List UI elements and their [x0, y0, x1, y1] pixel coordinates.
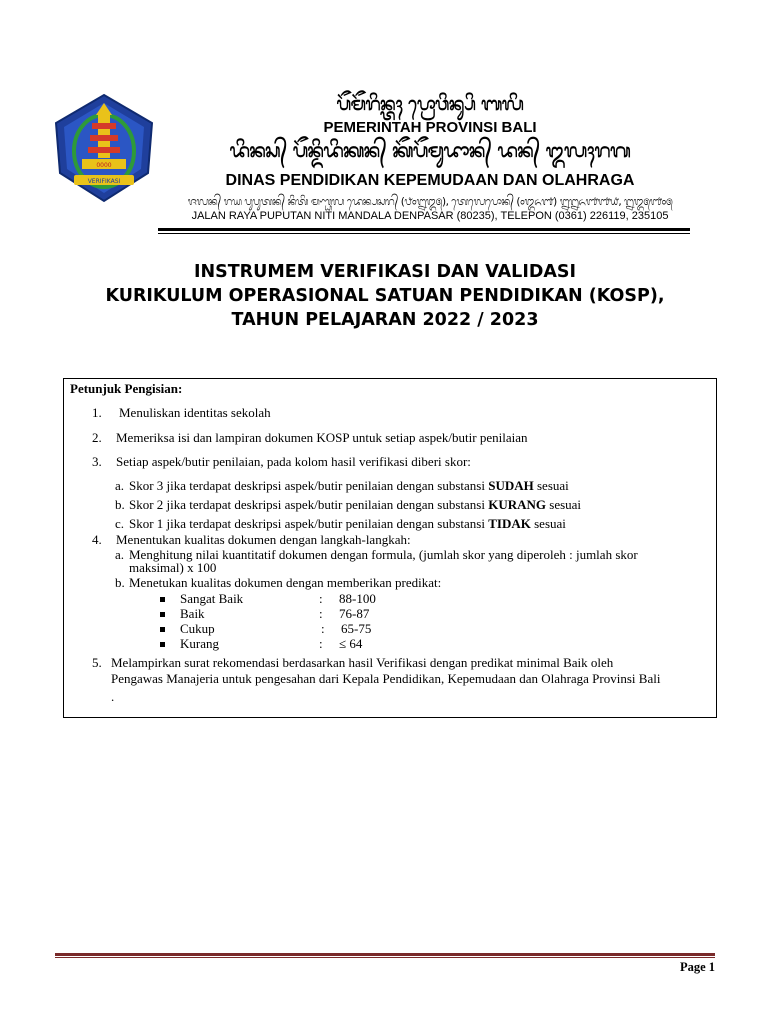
document-title-line-1: INSTRUMEM VERIFIKASI DAN VALIDASI — [193, 262, 577, 282]
predicate-separator: : — [319, 606, 323, 621]
svg-text:0000: 0000 — [96, 162, 112, 169]
government-name: PEMERINTAH PROVINSI BALI — [323, 119, 537, 136]
instruction-item-4a-line-2: maksimal) x 100 — [129, 560, 217, 575]
predicate-range: 76-87 — [339, 606, 370, 621]
instruction-item-5-line-2: Pengawas Manajeria untuk pengesahan dari Kepala Pendidikan, Kepemudaan dan Olahraga Provinsi Bali — [111, 671, 661, 686]
sub-item-label: a. — [115, 478, 125, 493]
bullet-icon — [160, 597, 165, 602]
predicate-separator: : — [319, 636, 323, 651]
item-number: 3. — [92, 454, 102, 469]
instruction-item-4a-line-1: Menghitung nilai kuantitatif dokumen dengan formula, (jumlah skor yang diperoleh : jumlah skor — [129, 547, 638, 562]
agency-name: DINAS PENDIDIKAN KEPEMUDAAN DAN OLAHRAGA — [225, 172, 635, 189]
item-number: 5. — [92, 655, 102, 670]
predicate-range: ≤ 64 — [339, 636, 363, 651]
document-title-line-3: TAHUN PELAJARAN 2022 / 2023 — [231, 310, 539, 330]
header-script-line-1: ᬧᭂᬫᭂᬭᬶᬦ᭄ᬢᬄ ᬧ᭄ᬭᭀᬯᬶᬦ᭄ᬲᬶ ᬩᬮᬶ — [336, 94, 524, 115]
bullet-icon — [160, 627, 165, 632]
predicate-name: Cukup — [180, 621, 215, 636]
item-number: 2. — [92, 430, 102, 445]
agency-address: JALAN RAYA PUPUTAN NITI MANDALA DENPASAR (80235), TELEPON (0361) 226119, 235105 — [191, 210, 669, 222]
instruction-item-5-line-1: Melampirkan surat rekomendasi berdasarkan hasil Verifikasi dengan predikat minimal Baik oleh — [111, 655, 614, 670]
predicate-name: Baik — [180, 606, 205, 621]
header-rule-thick — [158, 228, 690, 231]
logo-ribbon-text: VERIFIKASI — [87, 178, 121, 185]
predicate-range: 88-100 — [339, 591, 376, 606]
sub-item-label: a. — [115, 547, 125, 562]
instruction-item-3c: Skor 1 jika terdapat deskripsi aspek/butir penilaian dengan substansi TIDAK sesuai — [129, 516, 566, 531]
instruction-item-2: Memeriksa isi dan lampiran dokumen KOSP untuk setiap aspek/butir penilaian — [116, 430, 528, 445]
item-number: 1. — [92, 405, 102, 420]
predicate-separator: : — [319, 591, 323, 606]
footer-rule-thick — [55, 953, 715, 956]
predicate-name: Sangat Baik — [180, 591, 244, 606]
sub-item-label: b. — [115, 497, 125, 512]
instruction-item-4: Menentukan kualitas dokumen dengan langkah-langkah: — [116, 532, 411, 547]
instruction-item-5-line-3: . — [111, 689, 115, 704]
predicate-separator: : — [321, 621, 325, 636]
sub-item-label: c. — [115, 516, 125, 531]
sub-item-label: b. — [115, 575, 125, 590]
predicate-name: Kurang — [180, 636, 219, 651]
instruction-item-3b: Skor 2 jika terdapat deskripsi aspek/butir penilaian dengan substansi KURANG sesuai — [129, 497, 582, 512]
bullet-icon — [160, 642, 165, 647]
item-number: 4. — [92, 532, 102, 547]
instruction-item-4b: Menetukan kualitas dokumen dengan memberikan predikat: — [129, 575, 442, 590]
predicate-range: 65-75 — [341, 621, 372, 636]
bullet-icon — [160, 612, 165, 617]
instructions-heading: Petunjuk Pengisian: — [70, 381, 183, 396]
instruction-item-3: Setiap aspek/butir penilaian, pada kolom hasil verifikasi diberi skor: — [116, 454, 471, 469]
footer-rule-thin — [55, 957, 715, 958]
page-number: Page 1 — [680, 960, 716, 974]
header-rule-thin — [158, 233, 690, 234]
bali-province-emblem-logo — [52, 93, 157, 203]
document-title-line-2: KURIKULUM OPERASIONAL SATUAN PENDIDIKAN (KOSP), — [105, 286, 665, 306]
header-script-line-3: ᬚᬮᬦ᭄ ᬭᬬ ᬧᬸᬧᬸᬢᬦ᭄ ᬦᬶᬢᬶ ᬫᬡ᭄ᬟᬮ ᬤᬾᬦ᭄ᬧᬲᬭ᭄ (᭘᭐᭒᭓᭕), ᬢᬾᬮᬾᬧᭀᬦ᭄ (᭐᭓᭖᭑) ᭒᭒᭖᭑᭑᭙, ᭒᭓᭕᭑᭐᭕ — [187, 196, 673, 208]
instruction-item-1: Menuliskan identitas sekolah — [119, 405, 271, 420]
header-script-line-2: ᬤᬶᬦᬲ᭄ ᬧᭂᬦ᭄ᬤᬶᬤᬶᬓᬦ᭄ ᬓᭂᬧᭂᬫᬸᬤᬵᬦ᭄ ᬤᬦ᭄ ᬑᬮᬄᬭᬕ — [229, 140, 631, 162]
instructions-box — [63, 378, 717, 718]
instruction-item-3a: Skor 3 jika terdapat deskripsi aspek/butir penilaian dengan substansi SUDAH sesuai — [129, 478, 569, 493]
